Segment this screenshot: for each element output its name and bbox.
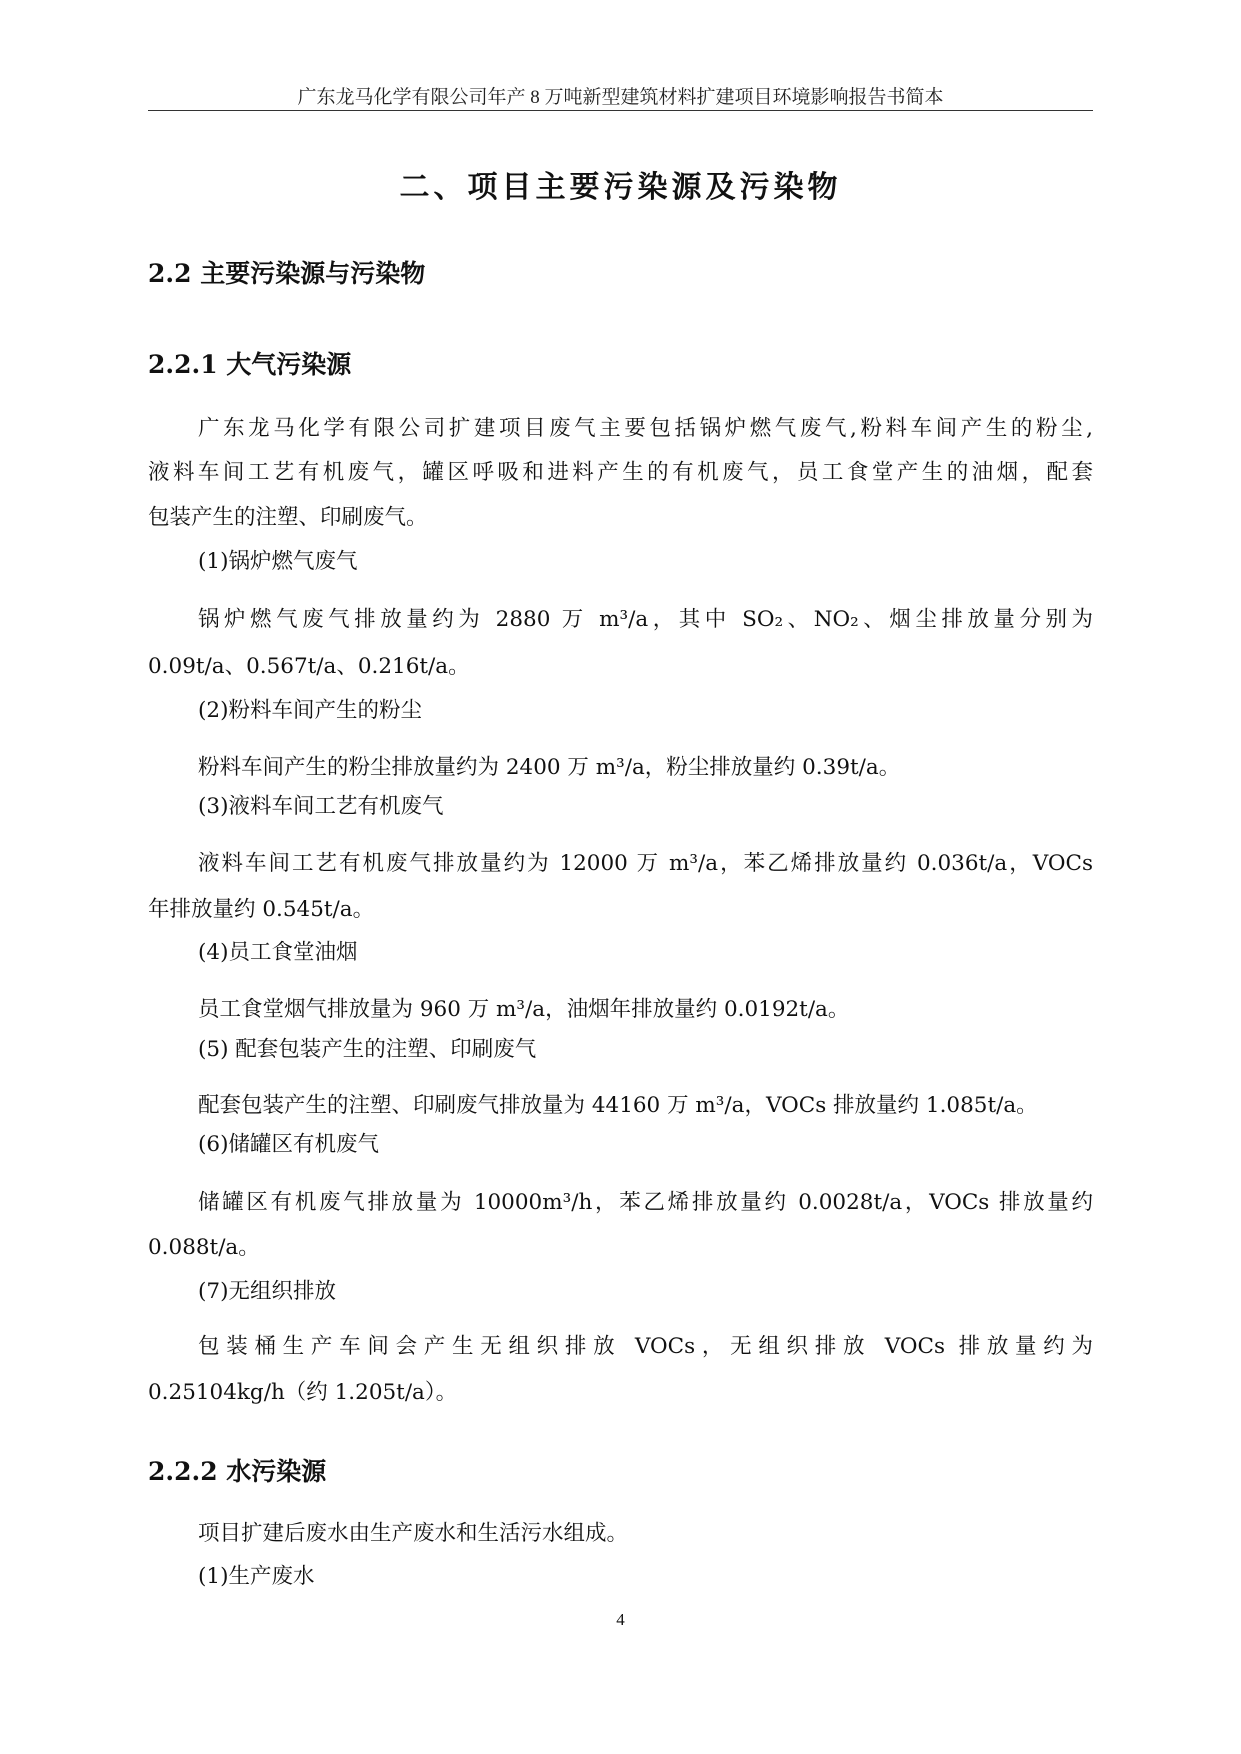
item-6-line-2: 0.088t/a。 [148,1235,260,1260]
item-4-title: (4)员工食堂油烟 [198,940,358,965]
item-5-line-1: 配套包装产生的注塑、印刷废气排放量为 44160 万 m³/a，VOCs 排放量约 1.085t/a。 [198,1093,1038,1118]
water-line-2: (1)生产废水 [198,1564,315,1589]
item-7-title: (7)无组织排放 [198,1279,336,1304]
item-3-line-2: 年排放量约 0.545t/a。 [148,897,375,922]
item-2-line-1: 粉料车间产生的粉尘排放量约为 2400 万 m³/a，粉尘排放量约 0.39t/a。 [198,755,901,780]
item-6-line-1: 储罐区有机废气排放量为 10000m³/h，苯乙烯排放量约 0.0028t/a，VOCs 排放量约 [198,1190,1093,1215]
section-heading: 2.2 主要污染源与污染物 [148,259,426,288]
item-7-line-2: 0.25104kg/h（约 1.205t/a）。 [148,1380,458,1405]
chapter-title: 二、项目主要污染源及污染物 [399,170,842,205]
intro-line-3: 包装产生的注塑、印刷废气。 [148,505,428,530]
page-header: 广东龙马化学有限公司年产 8 万吨新型建筑材料扩建项目环境影响报告书简本 [297,87,944,108]
water-line-1: 项目扩建后废水由生产废水和生活污水组成。 [198,1521,629,1546]
header-divider [148,110,1093,111]
item-5-title: (5) 配套包装产生的注塑、印刷废气 [198,1037,537,1062]
item-1-line-2: 0.09t/a、0.567t/a、0.216t/a。 [148,654,470,679]
item-2-title: (2)粉料车间产生的粉尘 [198,698,422,723]
subsection-heading-air: 2.2.1 大气污染源 [148,350,352,379]
item-4-line-1: 员工食堂烟气排放量为 960 万 m³/a，油烟年排放量约 0.0192t/a。 [198,997,850,1022]
item-3-line-1: 液料车间工艺有机废气排放量约为 12000 万 m³/a，苯乙烯排放量约 0.036t/a，VOCs [198,851,1093,876]
item-7-line-1: 包装桶生产车间会产生无组织排放 VOCs，无组织排放 VOCs 排放量约为 [198,1334,1093,1359]
intro-line-2: 液料车间工艺有机废气，罐区呼吸和进料产生的有机废气，员工食堂产生的油烟，配套 [148,460,1093,485]
page-number: 4 [616,1610,625,1629]
intro-line-1: 广东龙马化学有限公司扩建项目废气主要包括锅炉燃气废气,粉料车间产生的粉尘, [198,416,1093,441]
item-3-title: (3)液料车间工艺有机废气 [198,794,444,819]
subsection-heading-water: 2.2.2 水污染源 [148,1457,327,1486]
item-6-title: (6)储罐区有机废气 [198,1132,379,1157]
item-1-title: (1)锅炉燃气废气 [198,549,358,574]
item-1-line-1: 锅炉燃气废气排放量约为 2880 万 m³/a，其中 SO₂、NO₂、烟尘排放量分别为 [198,607,1093,632]
